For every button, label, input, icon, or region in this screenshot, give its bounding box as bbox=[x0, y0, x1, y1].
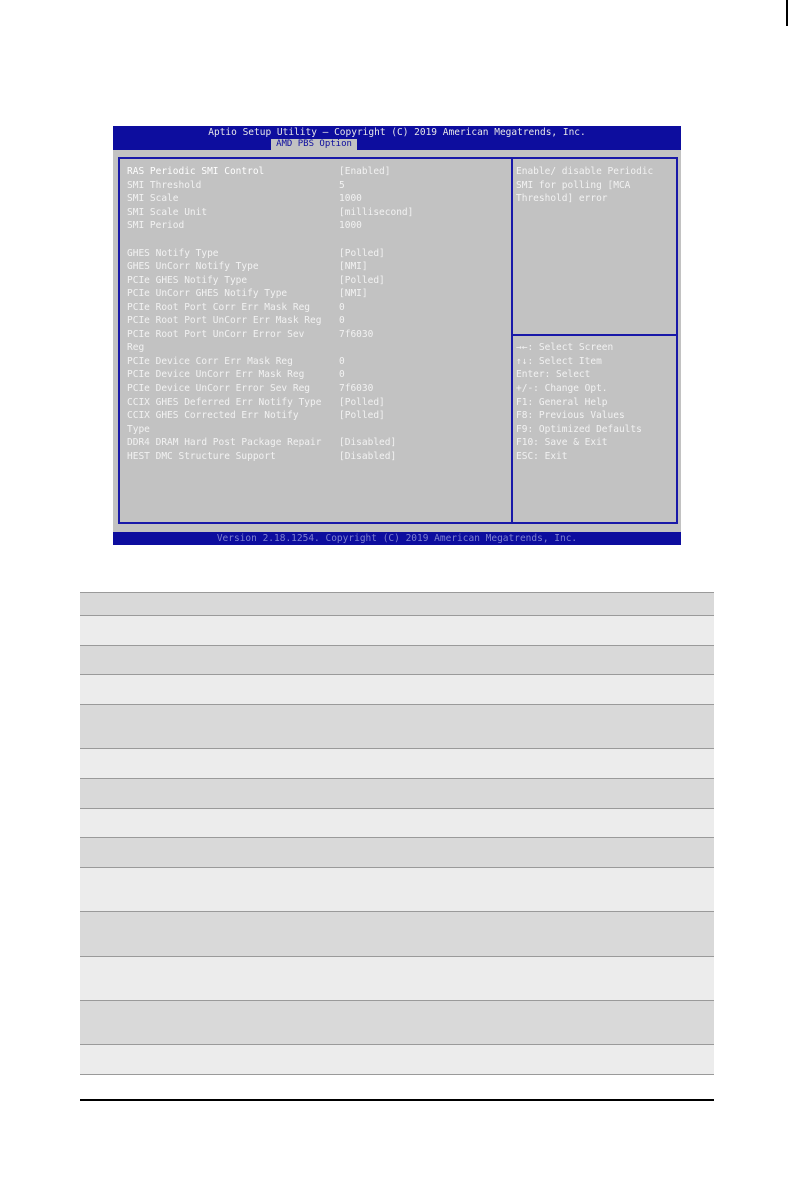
key-hint-enter: Enter: Select bbox=[516, 369, 591, 380]
tab-amd-pbs-option[interactable]: AMD PBS Option bbox=[271, 139, 357, 150]
key-hint-select-item: ↑↓: Select Item bbox=[516, 356, 602, 367]
setting-smi-threshold[interactable]: SMI Threshold bbox=[127, 180, 202, 191]
bios-title-bar: Aptio Setup Utility – Copyright (C) 2019 American Megatrends, Inc. bbox=[113, 126, 681, 139]
value-smi-threshold[interactable]: 5 bbox=[339, 180, 345, 191]
help-text-line: Enable/ disable Periodic bbox=[516, 166, 654, 177]
value-smi-scale[interactable]: 1000 bbox=[339, 193, 362, 204]
value-pcie-device-corr-err-mask-reg[interactable]: 0 bbox=[339, 356, 345, 367]
table-row bbox=[80, 912, 714, 957]
page-edge-rule bbox=[786, 0, 788, 26]
value-pcie-device-uncorr-err-mask-reg[interactable]: 0 bbox=[339, 369, 345, 380]
value-pcie-root-port-corr-err-mask-reg[interactable]: 0 bbox=[339, 302, 345, 313]
setting-hest-dmc-structure-support[interactable]: HEST DMC Structure Support bbox=[127, 451, 276, 462]
key-hint-previous-values: F8: Previous Values bbox=[516, 410, 625, 421]
table-row bbox=[80, 838, 714, 868]
value-pcie-uncorr-ghes-notify-type[interactable]: [NMI] bbox=[339, 288, 368, 299]
value-pcie-device-uncorr-error-sev-reg[interactable]: 7f6030 bbox=[339, 383, 374, 394]
key-hint-optimized-defaults: F9: Optimized Defaults bbox=[516, 424, 642, 435]
setting-smi-period[interactable]: SMI Period bbox=[127, 220, 185, 231]
table-row bbox=[80, 646, 714, 675]
setting-smi-scale-unit[interactable]: SMI Scale Unit bbox=[127, 207, 208, 218]
value-ddr4-dram-hard-ppr[interactable]: [Disabled] bbox=[339, 437, 397, 448]
key-hint-select-screen: →←: Select Screen bbox=[516, 342, 614, 353]
table-row bbox=[80, 749, 714, 779]
parameter-table bbox=[80, 592, 714, 1075]
bios-help-divider bbox=[513, 334, 678, 336]
value-hest-dmc-structure-support[interactable]: [Disabled] bbox=[339, 451, 397, 462]
key-hint-save-exit: F10: Save & Exit bbox=[516, 437, 608, 448]
help-text-line: Threshold] error bbox=[516, 193, 608, 204]
setting-ghes-uncorr-notify-type[interactable]: GHES UnCorr Notify Type bbox=[127, 261, 259, 272]
key-hint-change-opt: +/-: Change Opt. bbox=[516, 383, 608, 394]
setting-pcie-uncorr-ghes-notify-type[interactable]: PCIe UnCorr GHES Notify Type bbox=[127, 288, 288, 299]
bios-screenshot bbox=[113, 126, 681, 545]
key-hint-exit: ESC: Exit bbox=[516, 451, 568, 462]
page-bottom-rule bbox=[80, 1099, 714, 1101]
bios-panel-divider bbox=[511, 157, 513, 524]
table-row bbox=[80, 809, 714, 838]
setting-pcie-root-port-uncorr-err-mask-reg[interactable]: PCIe Root Port UnCorr Err Mask Reg bbox=[127, 315, 322, 326]
table-row bbox=[80, 779, 714, 809]
table-row bbox=[80, 957, 714, 1001]
setting-pcie-root-port-corr-err-mask-reg[interactable]: PCIe Root Port Corr Err Mask Reg bbox=[127, 302, 311, 313]
table-row bbox=[80, 705, 714, 749]
help-text-line: SMI for polling [MCA bbox=[516, 180, 631, 191]
value-ghes-notify-type[interactable]: [Polled] bbox=[339, 248, 385, 259]
setting-label-continuation: Type bbox=[127, 424, 150, 435]
setting-pcie-device-corr-err-mask-reg[interactable]: PCIe Device Corr Err Mask Reg bbox=[127, 356, 293, 367]
value-pcie-ghes-notify-type[interactable]: [Polled] bbox=[339, 275, 385, 286]
setting-label-continuation: Reg bbox=[127, 342, 145, 353]
value-smi-scale-unit[interactable]: [millisecond] bbox=[339, 207, 414, 218]
table-row bbox=[80, 675, 714, 705]
value-ccix-ghes-corrected-err-notify-type[interactable]: [Polled] bbox=[339, 410, 385, 421]
value-pcie-root-port-uncorr-err-mask-reg[interactable]: 0 bbox=[339, 315, 345, 326]
setting-ccix-ghes-corrected-err-notify-type[interactable]: CCIX GHES Corrected Err Notify bbox=[127, 410, 299, 421]
table-row bbox=[80, 868, 714, 912]
setting-ccix-ghes-deferred-err-notify-type[interactable]: CCIX GHES Deferred Err Notify Type bbox=[127, 397, 322, 408]
value-smi-period[interactable]: 1000 bbox=[339, 220, 362, 231]
value-ccix-ghes-deferred-err-notify-type[interactable]: [Polled] bbox=[339, 397, 385, 408]
setting-ghes-notify-type[interactable]: GHES Notify Type bbox=[127, 248, 219, 259]
table-row bbox=[80, 1001, 714, 1045]
setting-pcie-device-uncorr-err-mask-reg[interactable]: PCIe Device UnCorr Err Mask Reg bbox=[127, 369, 305, 380]
bios-version-footer: Version 2.18.1254. Copyright (C) 2019 American Megatrends, Inc. bbox=[113, 532, 681, 545]
setting-smi-scale[interactable]: SMI Scale bbox=[127, 193, 179, 204]
setting-pcie-device-uncorr-error-sev-reg[interactable]: PCIe Device UnCorr Error Sev Reg bbox=[127, 383, 311, 394]
bios-tab-bar bbox=[113, 139, 681, 150]
table-row bbox=[80, 593, 714, 616]
value-ras-periodic-smi-control[interactable]: [Enabled] bbox=[339, 166, 391, 177]
value-pcie-root-port-uncorr-error-sev-reg[interactable]: 7f6030 bbox=[339, 329, 374, 340]
setting-ddr4-dram-hard-ppr[interactable]: DDR4 DRAM Hard Post Package Repair bbox=[127, 437, 322, 448]
value-ghes-uncorr-notify-type[interactable]: [NMI] bbox=[339, 261, 368, 272]
table-row bbox=[80, 616, 714, 646]
setting-pcie-ghes-notify-type[interactable]: PCIe GHES Notify Type bbox=[127, 275, 248, 286]
setting-ras-periodic-smi-control[interactable]: RAS Periodic SMI Control bbox=[127, 166, 265, 177]
table-row bbox=[80, 1045, 714, 1075]
key-hint-general-help: F1: General Help bbox=[516, 397, 608, 408]
setting-pcie-root-port-uncorr-error-sev-reg[interactable]: PCIe Root Port UnCorr Error Sev bbox=[127, 329, 305, 340]
